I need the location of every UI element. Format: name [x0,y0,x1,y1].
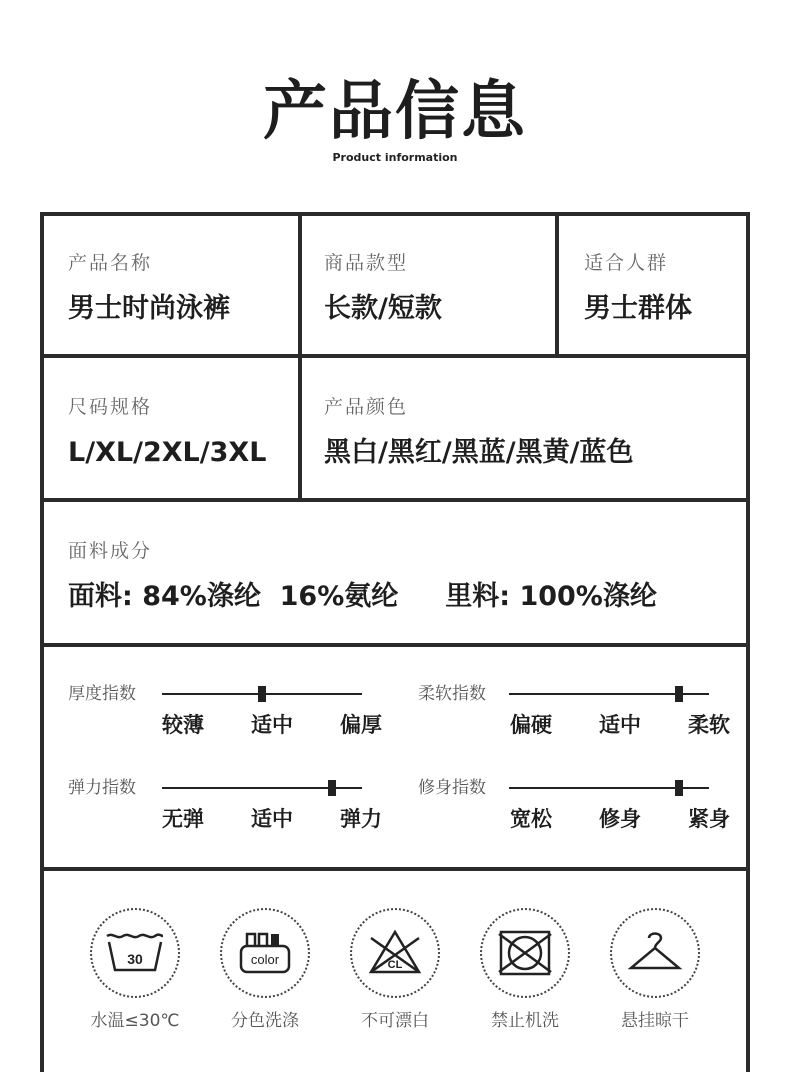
hang-dry-label: 悬挂晾干 [621,1011,689,1031]
color-value: 黑白/黑红/黑蓝/黑黄/蓝色 [324,437,634,468]
fit-options [510,805,730,833]
fit-option: 宽松 [510,807,552,831]
thickness-options [162,711,382,739]
row-divider [40,867,750,871]
row-divider [40,354,750,358]
fit-label: 修身指数 [418,778,486,798]
care-wash [75,908,195,1032]
fit-option: 紧身 [688,807,730,831]
color-label: 产品颜色 [324,396,409,418]
row-divider [40,498,750,502]
elasticity-label: 弹力指数 [68,778,136,798]
row-divider [40,643,750,647]
size-label: 尺码规格 [68,396,153,418]
size-value: L/XL/2XL/3XL [68,437,267,468]
page-subtitle: Product information [332,151,458,164]
col-divider [298,212,302,358]
color-cell [324,395,633,471]
softness-options [510,711,730,739]
no-bleach-label: 不可漂白 [361,1011,429,1031]
thickness-marker [258,686,266,702]
product-style-cell [324,251,442,327]
product-style-value: 长款/短款 [324,293,442,324]
care-no-bleach [335,908,455,1032]
thickness-scale [162,693,362,695]
elasticity-options [162,805,382,833]
audience-label: 适合人群 [584,252,669,274]
color-word-text: color [250,952,280,967]
softness-option: 柔软 [688,713,730,737]
hang-dry-icon [610,908,700,998]
thickness-option: 较薄 [162,713,204,737]
elasticity-scale [162,787,362,789]
thickness-option: 适中 [251,713,293,737]
fit-option: 修身 [599,807,641,831]
softness-option: 适中 [599,713,641,737]
no-bleach-icon [350,908,440,998]
audience-value: 男士群体 [584,293,692,324]
wash-temp-text: 30 [127,951,143,967]
product-name-label: 产品名称 [68,252,153,274]
no-machine-wash-label: 禁止机洗 [491,1011,559,1031]
thickness-label: 厚度指数 [68,684,136,704]
fabric-cell [68,539,657,615]
care-separate-color [205,908,325,1032]
softness-marker [675,686,683,702]
thickness-option: 偏厚 [340,713,382,737]
wash-label: 水温≤30℃ [90,1011,180,1031]
elasticity-marker [328,780,336,796]
page-title: 产品信息 [263,75,527,149]
softness-option: 偏硬 [510,713,552,737]
size-cell [68,395,266,471]
softness-scale [509,693,709,695]
product-name-value: 男士时尚泳裤 [68,293,230,324]
separate-color-label: 分色洗涤 [231,1011,299,1031]
fabric-label: 面料成分 [68,540,153,562]
elasticity-option: 弹力 [340,807,382,831]
col-divider [298,354,302,502]
softness-label: 柔软指数 [418,684,486,704]
product-style-label: 商品款型 [324,252,409,274]
bleach-mark-text: CL [387,959,403,971]
elasticity-option: 适中 [251,807,293,831]
wash-30-icon [90,908,180,998]
no-machine-wash-icon [480,908,570,998]
fit-scale [509,787,709,789]
separate-color-icon [220,908,310,998]
col-divider [555,212,559,358]
fabric-value: 面料: 84%涤纶 16%氨纶 里料: 100%涤纶 [68,581,657,612]
fit-marker [675,780,683,796]
audience-cell [584,251,692,327]
elasticity-option: 无弹 [162,807,204,831]
product-name-cell [68,251,230,327]
care-hang-dry [595,908,715,1032]
care-no-tumble [465,908,585,1032]
